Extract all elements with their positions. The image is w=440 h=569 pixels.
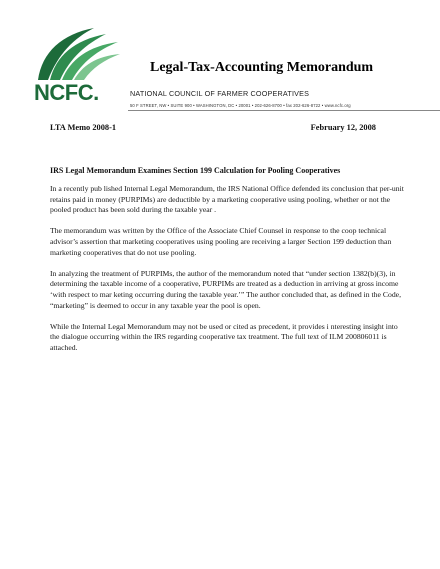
memorandum-title: Legal-Tax-Accounting Memorandum (150, 60, 374, 75)
letterhead (32, 22, 422, 112)
memo-subject: IRS Legal Memorandum Examines Section 199 Calculation for Pooling Cooperatives (50, 166, 341, 175)
organization-address: 50 F STREET, NW • SUITE 900 • WASHINGTON, DC • 20001 • 202-626-8700 • fax 202-626-8722 • www.ncfc.org (130, 103, 351, 108)
body-paragraph: In a recently pub lished Internal Legal Memorandum, the IRS National Office defended its conclusion that per-unit retains paid in money (PURPIMs) are deductible by a marketing cooperative using pooling, whether or not the pooled product has been sold during the taxable year . (50, 184, 404, 215)
body-paragraph: The memorandum was written by the Office of the Associate Chief Counsel in response to the coop technical advisor’s assertion that marketing cooperatives using pooling are receiving a larger Section 199 deduction than marketing cooperatives that do not use pooling. (50, 226, 392, 257)
leaf-swoosh-icon (32, 22, 124, 84)
organization-name: NATIONAL COUNCIL OF FARMER COOPERATIVES (130, 89, 310, 98)
header-divider (128, 110, 440, 111)
ncfc-logo (32, 22, 124, 106)
logo-wordmark: NCFC. (34, 80, 99, 105)
memo-date: February 12, 2008 (310, 123, 376, 132)
body-paragraph: While the Internal Legal Memorandum may not be used or cited as precedent, it provides i nteresting insight into the dialogue occurring within the IRS regarding cooperative tax treatment. The full text of ILM 200806011 is attached. (50, 321, 398, 352)
memo-number: LTA Memo 2008-1 (50, 123, 117, 132)
memo-body (50, 184, 404, 364)
body-paragraph: In analyzing the treatment of PURPIMs, the author of the memorandum noted that “under section 1382(b)(3), in determining the taxable income of a cooperative, PURPIMs are treated as a deduction in arriving at gross income ‘with respect to mar keting occurring during the taxable year.’” The author concluded that, as defined in the Code, “marketing” is deemed to occur in any taxable year the pool is open. (50, 268, 402, 310)
